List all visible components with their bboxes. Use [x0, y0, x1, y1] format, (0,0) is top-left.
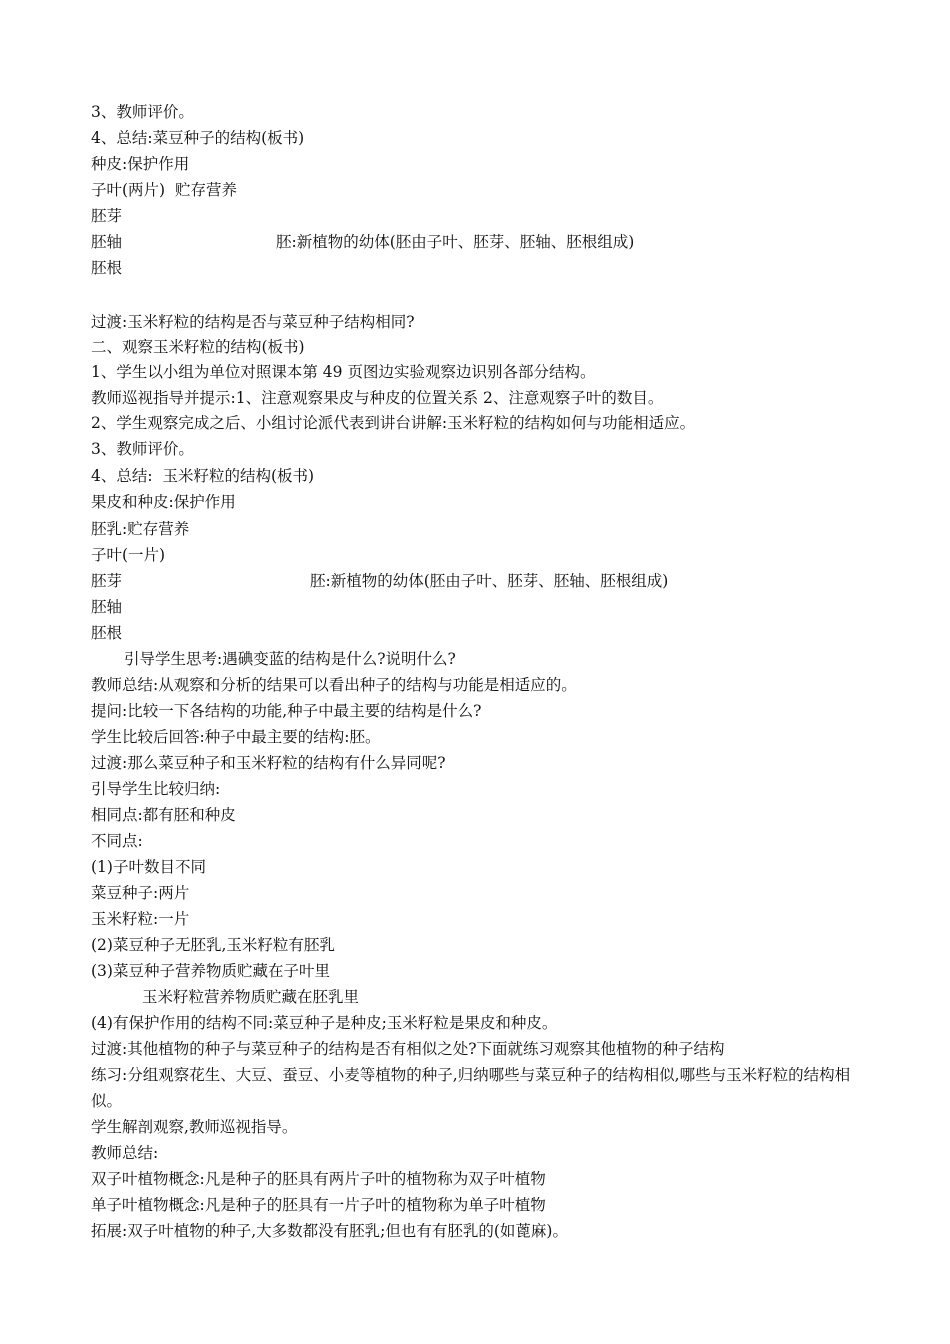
- text-line: 子叶(两片) 贮存营养: [91, 181, 237, 199]
- embryo-note: 胚:新植物的幼体(胚由子叶、胚芽、胚轴、胚根组成): [276, 233, 635, 251]
- text-line: 胚芽: [91, 207, 123, 225]
- text-line: 拓展:双子叶植物的种子,大多数都没有胚乳;但也有有胚乳的(如蓖麻)。: [91, 1222, 568, 1240]
- text-line: 教师总结:从观察和分析的结果可以看出种子的结构与功能是相适应的。: [91, 676, 577, 694]
- text-line: 4、总结:菜豆种子的结构(板书): [91, 129, 305, 147]
- text-line: 胚根: [91, 624, 123, 642]
- text-line: 3、教师评价。: [91, 103, 194, 121]
- text-line: 不同点:: [91, 832, 143, 850]
- text-line: 胚轴: [91, 233, 123, 251]
- text-line: 玉米籽粒:一片: [91, 910, 190, 928]
- text-line: 过渡:那么菜豆种子和玉米籽粒的结构有什么异同呢?: [91, 754, 446, 772]
- text-line: (1)子叶数目不同: [91, 858, 206, 876]
- text-line: 提问:比较一下各结构的功能,种子中最主要的结构是什么?: [91, 702, 482, 720]
- text-line: 1、学生以小组为单位对照课本第 49 页图边实验观察边识别各部分结构。: [91, 363, 596, 381]
- text-line: 教师巡视指导并提示:1、注意观察果皮与种皮的位置关系 2、注意观察子叶的数目。: [91, 389, 664, 407]
- text-line: 胚轴: [91, 598, 123, 616]
- text-line: (2)菜豆种子无胚乳,玉米籽粒有胚乳: [91, 936, 335, 954]
- text-line: (4)有保护作用的结构不同:菜豆种子是种皮;玉米籽粒是果皮和种皮。: [91, 1014, 558, 1032]
- section-heading: 二、观察玉米籽粒的结构(板书): [91, 338, 305, 356]
- text-line: 果皮和种皮:保护作用: [91, 493, 236, 511]
- text-line: 过渡:其他植物的种子与菜豆种子的结构是否有相似之处?下面就练习观察其他植物的种子结构: [91, 1040, 725, 1058]
- text-line: 引导学生比较归纳:: [91, 780, 221, 798]
- text-line: 种皮:保护作用: [91, 155, 190, 173]
- text-line: 教师总结:: [91, 1144, 159, 1162]
- text-line: 学生解剖观察,教师巡视指导。: [91, 1118, 298, 1136]
- text-line: 菜豆种子:两片: [91, 884, 190, 902]
- text-line: 4、总结: 玉米籽粒的结构(板书): [91, 467, 315, 485]
- text-line: 胚芽: [91, 572, 123, 590]
- text-line: 引导学生思考:遇碘变蓝的结构是什么?说明什么?: [124, 650, 456, 668]
- text-line: 玉米籽粒营养物质贮藏在胚乳里: [142, 988, 360, 1006]
- text-line: 胚根: [91, 259, 123, 277]
- text-line: (3)菜豆种子营养物质贮藏在子叶里: [91, 962, 330, 980]
- embryo-note: 胚:新植物的幼体(胚由子叶、胚芽、胚轴、胚根组成): [310, 572, 669, 590]
- text-line: 3、教师评价。: [91, 440, 194, 458]
- text-paragraph: 练习:分组观察花生、大豆、蚕豆、小麦等植物的种子,归纳哪些与菜豆种子的结构相似,哪些与玉米籽粒的结构相似。: [91, 1066, 851, 1110]
- text-line: 过渡:玉米籽粒的结构是否与菜豆种子结构相同?: [91, 313, 415, 331]
- text-line: 双子叶植物概念:凡是种子的胚具有两片子叶的植物称为双子叶植物: [91, 1170, 546, 1188]
- text-line: 2、学生观察完成之后、小组讨论派代表到讲台讲解:玉米籽粒的结构如何与功能相适应。: [91, 414, 696, 432]
- text-line: 胚乳:贮存营养: [91, 520, 190, 538]
- text-line: 单子叶植物概念:凡是种子的胚具有一片子叶的植物称为单子叶植物: [91, 1196, 546, 1214]
- text-line: 子叶(一片): [91, 546, 166, 564]
- text-line: 学生比较后回答:种子中最主要的结构:胚。: [91, 728, 381, 746]
- text-line: 相同点:都有胚和种皮: [91, 806, 236, 824]
